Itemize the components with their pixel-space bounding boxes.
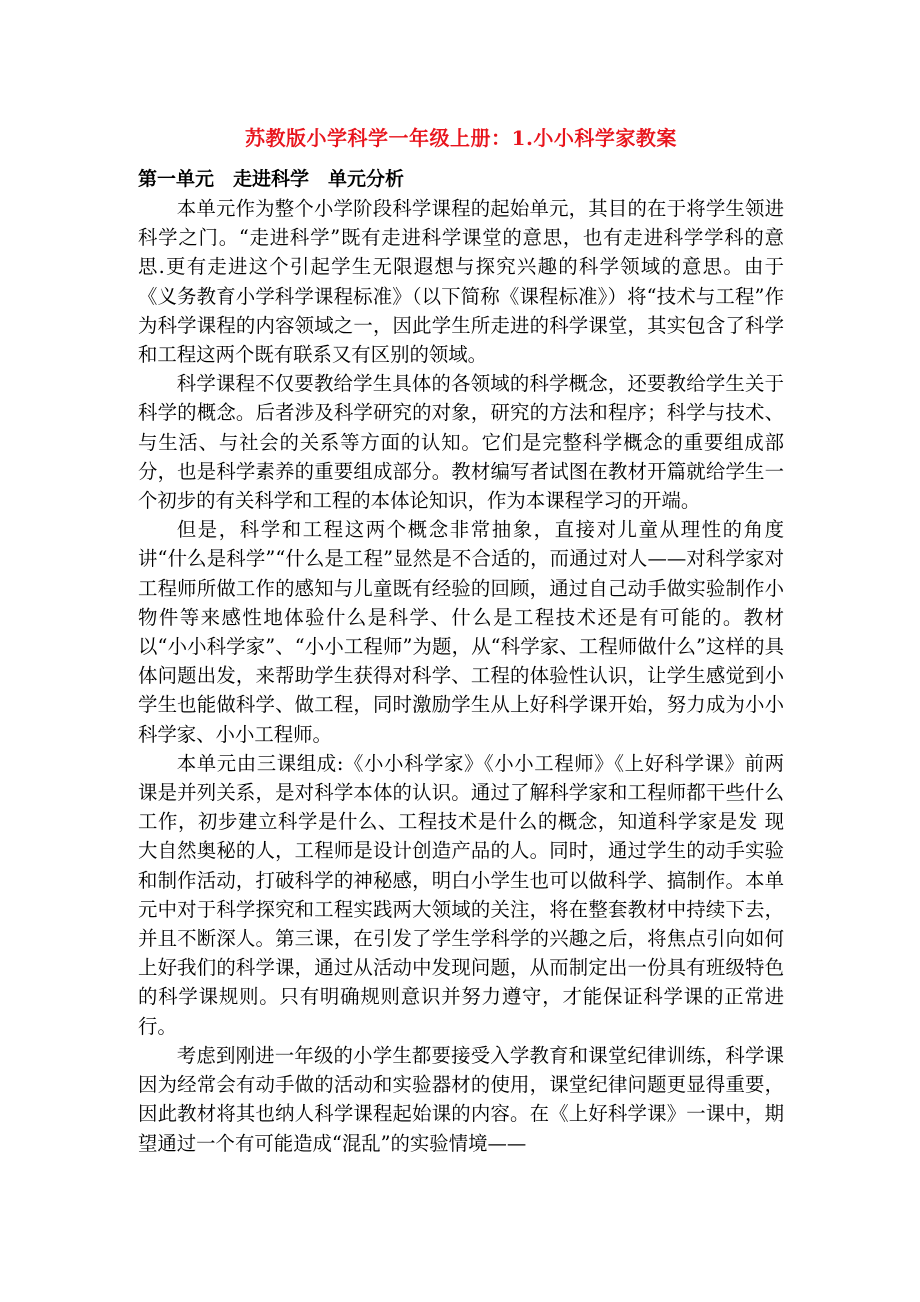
paragraph-unit-overview: 本单元作为整个小学阶段科学课程的起始单元，其目的在于将学生领进科学之门。“走进科学”既有走进科学课堂的意思，也有走进科学学科的意思.更有走进这个引起学生无限遐想与探究兴趣的科学领域的意思。由于《义务教育小学科学课程标准》（以下简称《课程标准》）将“技术与工程”作为科学课程的内容领域之一，因此学生所走进的科学课堂，其实包含了科学和工程这两个既有联系又有区别的领域。: [138, 197, 784, 367]
document-title: 苏教版小学科学一年级上册：1.小小科学家教案: [245, 126, 677, 150]
paragraph-classroom-discipline: 考虑到刚进一年级的小学生都要接受入学教育和课堂纪律训练，科学课因为经常会有动手做的活动和实验器材的使用，课堂纪律问题更显得重要，因此教材将其也纳人科学课程起始课的内容。在《上好科学课》一课中，期望通过一个有可能造成“混乱”的实验情境——: [138, 1043, 784, 1155]
paragraph-science-concepts: 科学课程不仅要教给学生具体的各领域的科学概念，还要教给学生关于科学的概念。后者涉及科学研究的对象，研究的方法和程序；科学与技术、与生活、与社会的关系等方面的认知。它们是完整科学概念的重要组成部分，也是科学素养的重要组成部分。教材编写者试图在教材开篇就给学生一个初步的有关科学和工程的本体论知识，作为本课程学习的开端。: [138, 372, 784, 513]
paragraph-science-engineering: 但是，科学和工程这两个概念非常抽象，直接对儿童从理性的角度讲“什么是科学”“什么是工程”显然是不合适的，而通过对人——对科学家对工程师所做工作的感知与儿童既有经验的回顾，通过自己动手做实验制作小物件等来感性地体验什么是科学、什么是工程技术还是有可能的。教材以“小小科学家”、“小小工程师”为题，从“科学家、工程师做什么”这样的具体问题出发，来帮助学生获得对科学、工程的体验性认识，让学生感觉到小学生也能做科学、做工程，同时激励学生从上好科学课开始，努力成为小小科学家、小小工程师。: [138, 518, 784, 746]
paragraph-unit-lessons: 本单元由三课组成:《小小科学家》《小小工程师》《上好科学课》前两课是并列关系，是对科学本体的认识。通过了解科学家和工程师都干些什么工作，初步建立科学是什么、工程技术是什么的概念，知道科学家是发 现大自然奥秘的人，工程师是设计创造产品的人。同时，通过学生的动手实验和制作活动，打破科学的神秘感，明白小学生也可以做科学、搞制作。本单元中对于科学探究和工程实践两大领域的关注，将在整套教材中持续下去，并且不断深人。第三课，在引发了学生学科学的兴趣之后，将焦点引向如何上好我们的科学课，通过从活动中发现问题，从而制定出一份具有班级特色的科学课规则。只有明确规则意识并努力遵守，才能保证科学课的正常进行。: [138, 751, 784, 1038]
document-page: [138, 118, 784, 1158]
section-heading: 第一单元 走进科学 单元分析: [138, 168, 405, 190]
